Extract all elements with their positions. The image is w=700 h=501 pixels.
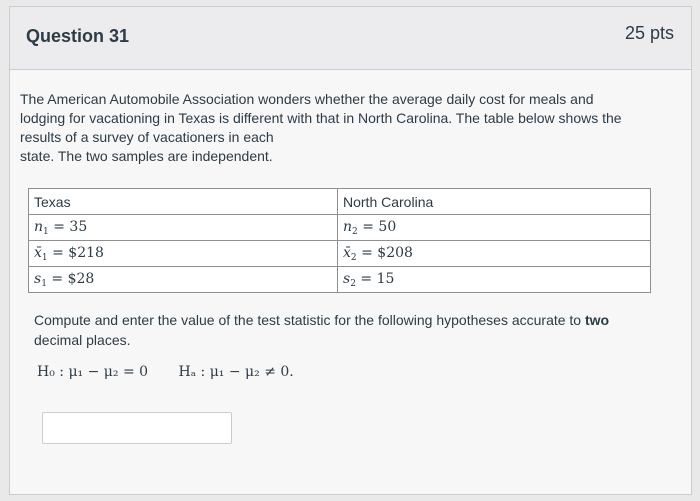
question-points: 25 pts xyxy=(624,23,674,43)
instruction-part: Compute and enter the value of the test statistic for the following hypotheses accurate to xyxy=(34,312,585,328)
instruction-part: decimal places. xyxy=(34,332,131,348)
question-header xyxy=(10,7,691,70)
subscript: 2 xyxy=(352,227,358,237)
null-hypothesis: H₀ : μ₁ − μ₂ = 0 xyxy=(37,364,149,380)
subscript: 2 xyxy=(350,253,357,263)
cell-nc-n: $n_2 = 50$ xyxy=(338,215,651,241)
symbol: s xyxy=(34,271,42,287)
question-text-line: lodging for vacationing in Texas is different with that in North Carolina. The table below shows the xyxy=(20,110,622,126)
value: $208 xyxy=(377,245,413,261)
subscript: 1 xyxy=(41,279,47,289)
alternative-hypothesis: Hₐ : μ₁ − μ₂ ≠ 0. xyxy=(178,364,294,380)
symbol: n xyxy=(343,219,353,235)
question-text-line: results of a survey of vacationers in each xyxy=(20,129,274,145)
table-row xyxy=(29,215,651,241)
question-text xyxy=(20,90,660,166)
cell-texas-n: $n_1 = 35$ xyxy=(29,215,338,241)
symbol: s xyxy=(343,271,351,287)
instruction-text xyxy=(34,310,634,350)
value: 50 xyxy=(378,219,397,235)
data-table xyxy=(28,188,651,293)
header-texas: Texas xyxy=(29,189,338,215)
table-header-row xyxy=(29,189,651,215)
answer-input[interactable] xyxy=(42,412,232,444)
question-text-line: The American Automobile Association wonders whether the average daily cost for meals and xyxy=(20,91,594,107)
cell-nc-sd: $s_2 = 15$ xyxy=(338,267,651,293)
table-row xyxy=(29,241,651,267)
question-text-line: state. The two samples are independent. xyxy=(20,148,273,164)
value: $218 xyxy=(68,245,104,261)
question-title: Question 31 xyxy=(26,26,130,46)
instruction-bold: two xyxy=(584,312,610,328)
subscript: 1 xyxy=(43,227,49,237)
table-row xyxy=(29,267,651,293)
subscript: 1 xyxy=(41,253,48,263)
value: 35 xyxy=(69,219,88,235)
symbol: n xyxy=(34,219,44,235)
value: $28 xyxy=(67,271,95,287)
header-north-carolina: North Carolina xyxy=(338,189,651,215)
cell-nc-mean: $x̄_2$ = $208 xyxy=(338,241,651,267)
symbol: x̄ xyxy=(34,245,42,261)
symbol: x̄ xyxy=(343,245,351,261)
cell-texas-mean: $x̄_1$ = $218 xyxy=(29,241,338,267)
subscript: 2 xyxy=(350,279,356,289)
value: 15 xyxy=(376,271,395,287)
hypotheses xyxy=(37,364,294,380)
cell-texas-sd: $s_1$ = $28 xyxy=(29,267,338,293)
